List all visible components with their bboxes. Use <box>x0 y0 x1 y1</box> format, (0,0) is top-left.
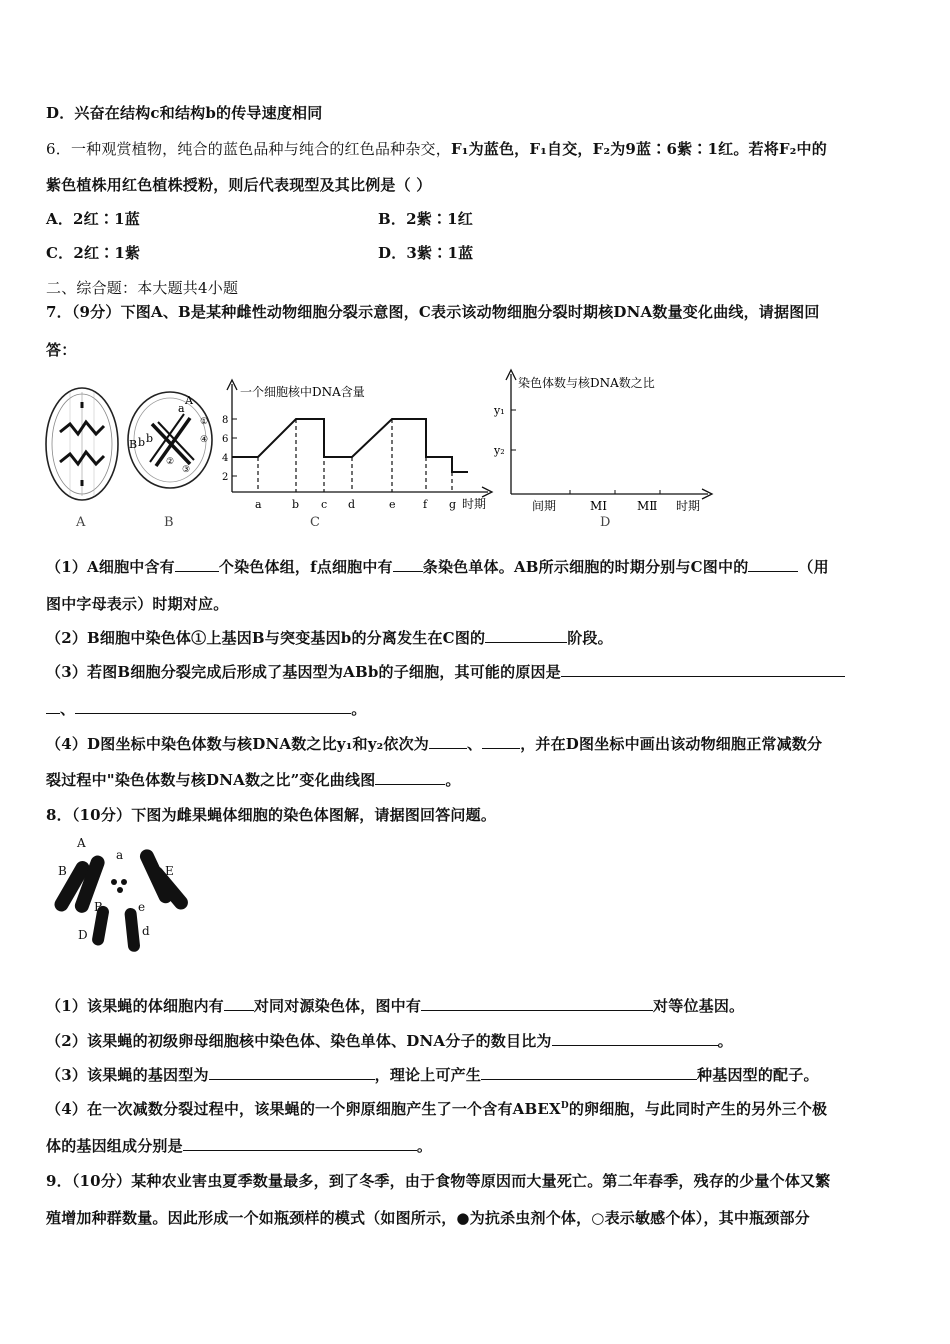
mark-4: ④ <box>200 435 209 445</box>
q8-sub3-a: （3）该果蝇的基因型为 <box>46 1066 209 1084</box>
q8-label-B: B <box>58 864 68 878</box>
q8-label-e: e <box>138 900 146 914</box>
chart-c-title: 一个细胞核中DNA含量 <box>240 385 365 399</box>
q8-sub2-a: （2）该果蝇的初级卵母细胞核中染色体、染色单体、DNA分子的数目比为 <box>46 1032 552 1050</box>
chart-c-xtick-b: b <box>292 498 300 511</box>
q7-sub2 <box>46 627 613 648</box>
section2-title: 二、综合题：本大题共4小题 <box>46 279 239 297</box>
q7-sub4-sep: 、 <box>466 735 483 753</box>
mark-2: ② <box>166 457 175 467</box>
gene-a-upper: A <box>185 394 193 407</box>
q7-sub1-blank2[interactable] <box>393 557 423 572</box>
q8-label-d: d <box>142 924 150 938</box>
chart-d-xtick-m1: MⅠ <box>590 499 608 513</box>
q6-stem-post: F₁为蓝色，F₁自交，F₂为9蓝∶6紫∶1红。若将F₂中的 <box>450 140 827 158</box>
q7-sub4-blank2[interactable] <box>482 734 520 749</box>
q7-sub3-line2 <box>46 698 366 719</box>
gene-b-upper: B <box>129 438 138 451</box>
q7-sub1-blank1[interactable] <box>175 557 219 572</box>
chart-c-xtick-g: g <box>449 498 457 511</box>
q7-figure <box>40 362 720 532</box>
gene-b1: b <box>138 436 146 449</box>
q8-stem: 8．（10分）下图为雌果蝇体细胞的染色体图解，请据图回答问题。 <box>46 806 497 824</box>
q9-line1: 9．（10分）某种农业害虫夏季数量最多，到了冬季，由于食物等原因而大量死亡。第二年春季，残存的少量个体又繁 <box>46 1172 831 1190</box>
chart-c-ytick-8: 8 <box>222 415 229 426</box>
q6-option-d: D．3紫∶1蓝 <box>378 244 474 262</box>
chart-d-y1: y₁ <box>494 404 505 417</box>
q7-sub1-b: 个染色体组，f点细胞中有 <box>218 558 393 576</box>
q7-sub2-blank[interactable] <box>485 628 567 643</box>
q8-sub2-blank[interactable] <box>552 1031 718 1046</box>
mark-1: ① <box>200 417 209 427</box>
q8-label-a: a <box>116 848 124 862</box>
q8-sub1-b: 对同对源染色体，图中有 <box>253 997 422 1015</box>
q6-option-c: C．2红∶1紫 <box>46 244 141 262</box>
q8-sub1-blank2[interactable] <box>421 996 653 1011</box>
q7-sub4-line2 <box>46 769 461 790</box>
gene-b2: b <box>146 432 154 445</box>
q7-stem-line2: 答： <box>46 341 77 359</box>
q8-sub4-blank[interactable] <box>183 1136 417 1151</box>
chart-d-xtick-m2: MⅡ <box>637 499 658 513</box>
q8-sub1-a: （1）该果蝇的体细胞内有 <box>46 997 224 1015</box>
chart-c-xtick-c: c <box>321 498 328 511</box>
chart-c-xtick-e: e <box>389 498 396 511</box>
gene-a-lower: a <box>178 402 185 415</box>
q8-label-E: E <box>165 864 174 878</box>
q7-sub4-a: （4）D图坐标中染色体数与核DNA数之比y₁和y₂依次为 <box>46 735 429 753</box>
chart-d-xlabel: 时期 <box>676 499 701 513</box>
q7-sub4-blank1[interactable] <box>429 734 467 749</box>
q7-sub1-c: 条染色单体。AB所示细胞的时期分别与C图中的 <box>422 558 749 576</box>
q8-sub4-b: 的卵细胞，与此同时产生的另外三个极 <box>568 1100 828 1118</box>
q7-sub4-b: ，并在D图坐标中画出该动物细胞正常减数分 <box>520 735 823 753</box>
q8-sub3 <box>46 1064 819 1085</box>
q8-sub3-blank1[interactable] <box>209 1065 375 1080</box>
q8-sub3-b: ，理论上可产生 <box>374 1066 482 1084</box>
q7-sub1-blank3[interactable] <box>748 557 798 572</box>
q8-sub4-line1 <box>46 1098 827 1119</box>
q8-sub4-a: （4）在一次减数分裂过程中，该果蝇的一个卵原细胞产生了一个含有ABEX <box>46 1100 561 1118</box>
q6-option-b: B．2紫∶1红 <box>378 210 473 228</box>
label-b: B <box>164 515 174 530</box>
q7-sub3-blank1-cont[interactable] <box>46 699 60 714</box>
label-a: A <box>76 515 86 530</box>
q7-sub4-line1 <box>46 733 822 754</box>
q8-sub4-sup: D <box>560 1101 569 1111</box>
q8-sub2 <box>46 1030 733 1051</box>
q7-sub1-line2: 图中字母表示）时期对应。 <box>46 595 229 613</box>
q8-label-A: A <box>77 836 86 850</box>
q7-sub3-end: 。 <box>351 700 367 718</box>
q8-label-D: D <box>78 928 88 942</box>
q7-sub1-line1 <box>46 556 829 577</box>
chart-c-xtick-d: d <box>348 498 356 511</box>
chart-d-y2: y₂ <box>494 444 505 457</box>
q8-sub1-c: 对等位基因。 <box>653 997 745 1015</box>
q8-sub3-c: 种基因型的配子。 <box>697 1066 819 1084</box>
chart-c-ytick-2: 2 <box>222 472 229 483</box>
q8-sub4-line2-a: 体的基因组成分别是 <box>46 1137 183 1155</box>
q8-sub2-end: 。 <box>717 1032 733 1050</box>
q7-sub1-d: （用 <box>798 558 829 576</box>
q7-sub2-b: 阶段。 <box>567 629 613 647</box>
q5-option-d: D．兴奋在结构c和结构b的传导速度相同 <box>46 104 323 122</box>
chart-d-title: 染色体数与核DNA数之比 <box>518 376 655 390</box>
q7-sub4-blank3[interactable] <box>375 770 445 785</box>
label-d: D <box>600 515 611 530</box>
cell-a-diagram <box>46 388 118 500</box>
label-c: C <box>310 515 320 530</box>
chart-c-ytick-6: 6 <box>222 434 229 445</box>
q7-stem-line1: 7．（9分）下图A、B是某种雌性动物细胞分裂示意图，C表示该动物细胞分裂时期核DNA数量变化曲线，请据图回 <box>46 303 820 321</box>
q7-sub4-end: 。 <box>445 771 461 789</box>
q7-sub3-sep: 、 <box>60 700 76 718</box>
q8-sub4-end: 。 <box>416 1137 433 1155</box>
q7-sub2-a: （2）B细胞中染色体①上基因B与突变基因b的分离发生在C图的 <box>46 629 486 647</box>
chart-c-xtick-f: f <box>423 498 428 511</box>
q7-sub4-line2-a: 裂过程中"染色体数与核DNA数之比”变化曲线图 <box>46 771 376 789</box>
chart-c-ytick-4: 4 <box>222 453 229 464</box>
q6-stem-line2: 紫色植株用红色植株授粉，则后代表现型及其比例是（ ） <box>46 176 432 194</box>
q6-stem-line1 <box>46 138 827 159</box>
q7-sub3-blank2[interactable] <box>75 699 351 714</box>
q9-line2: 殖增加种群数量。因此形成一个如瓶颈样的模式（如图所示，●为抗杀虫剂个体，○表示敏感个体），其中瓶颈部分 <box>46 1209 810 1227</box>
q8-sub3-blank2[interactable] <box>481 1065 697 1080</box>
q8-label-B2: B <box>94 900 104 914</box>
chart-c-xlabel: 时期 <box>462 497 487 511</box>
chart-d-xtick-interphase: 间期 <box>532 499 557 513</box>
q6-stem-pre: 6．一种观赏植物，纯合的蓝色品种与纯合的红色品种杂交， <box>46 140 451 158</box>
q7-sub3-blank1[interactable] <box>561 662 845 677</box>
q8-sub1-blank1[interactable] <box>224 996 254 1011</box>
q6-option-a: A．2红∶1蓝 <box>46 210 140 228</box>
q7-sub1-a: （1）A细胞中含有 <box>46 558 175 576</box>
q8-sub1 <box>46 995 744 1016</box>
chart-c-xtick-a: a <box>255 498 262 511</box>
q7-sub3-a: （3）若图B细胞分裂完成后形成了基因型为ABb的子细胞，其可能的原因是 <box>46 663 561 681</box>
q7-sub3-line1 <box>46 661 845 682</box>
mark-3: ③ <box>182 465 191 475</box>
q8-sub4-line2 <box>46 1135 432 1156</box>
